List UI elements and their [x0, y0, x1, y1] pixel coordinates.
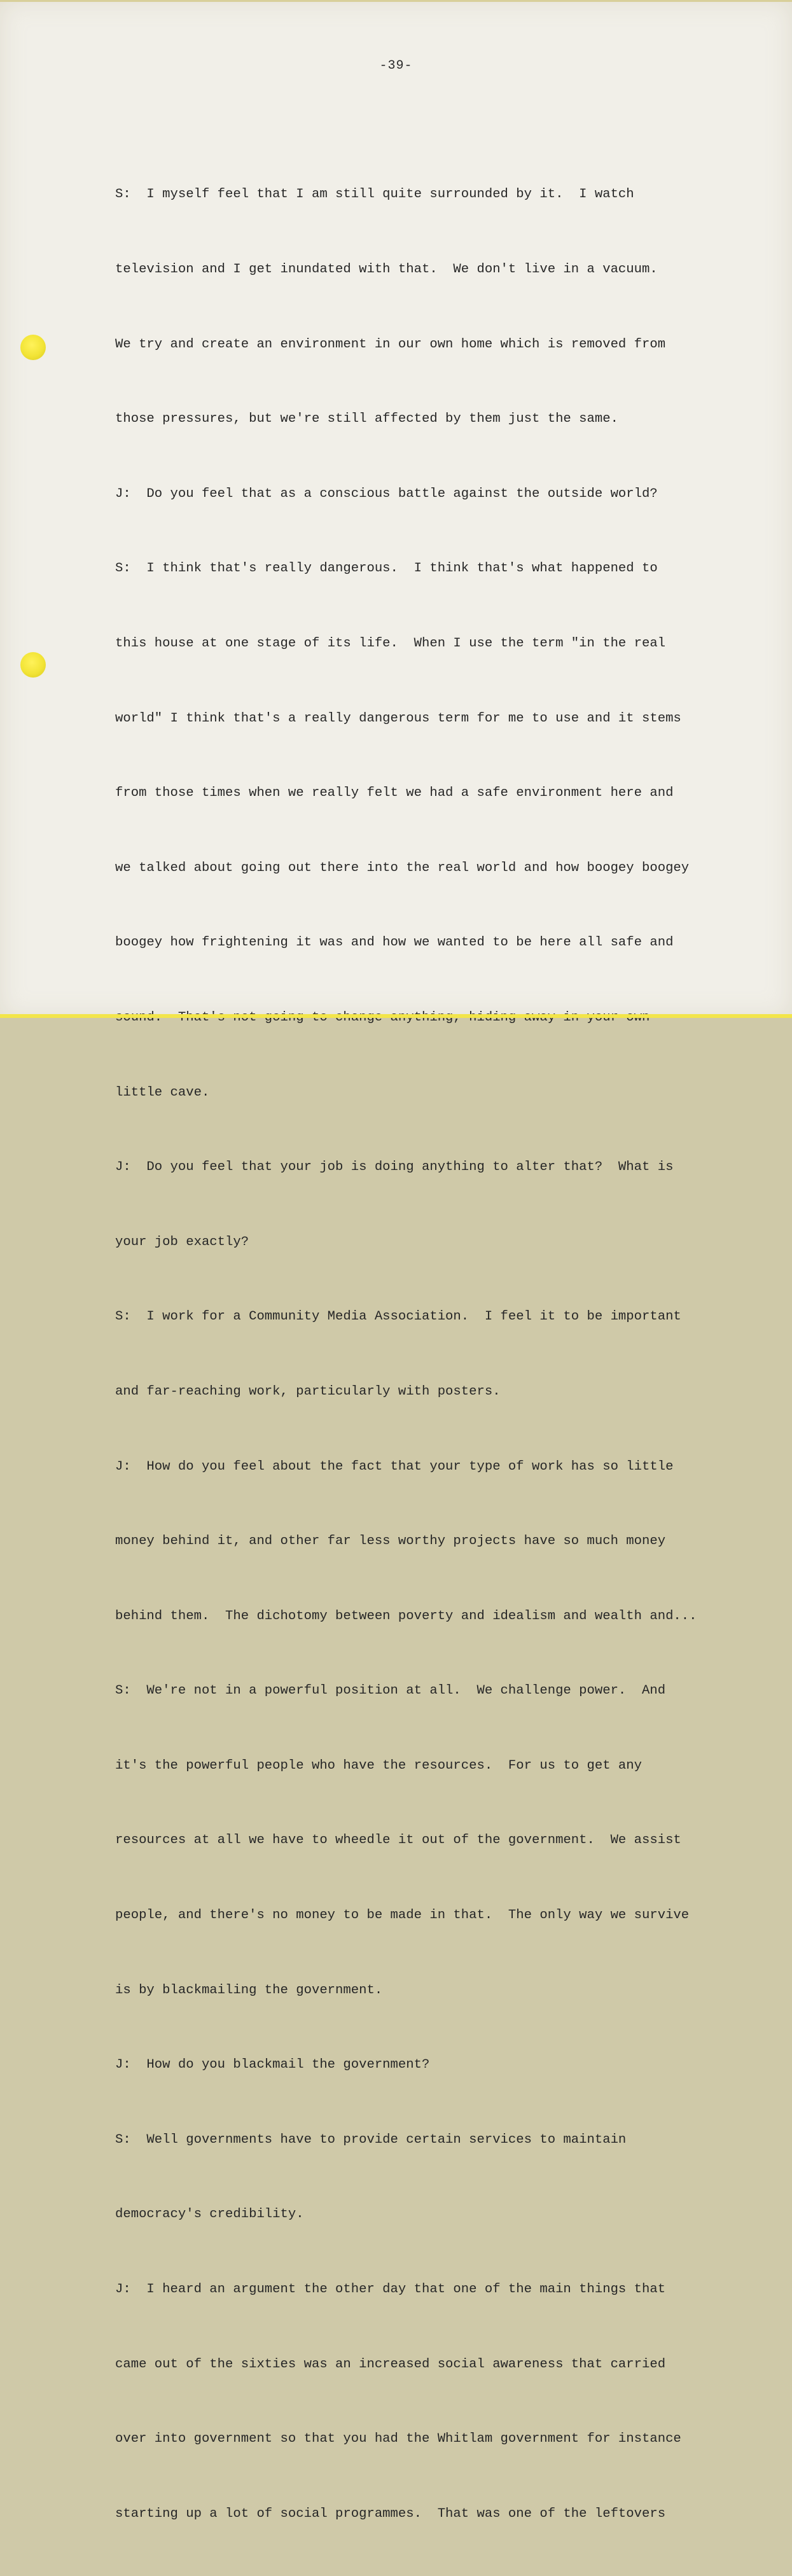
binder-hole-top	[20, 335, 46, 360]
transcript-line: people, and there's no money to be made in that. The only way we survive	[115, 1908, 690, 1923]
transcript-line: J: How do you feel about the fact that your type of work has so little	[115, 1459, 674, 1474]
transcript-line: S: I work for a Community Media Association. I feel it to be important	[115, 1309, 681, 1325]
transcript-line: television and I get inundated with that. We don't live in a vacuum.	[115, 262, 658, 277]
transcript-line: boogey how frightening it was and how we wanted to be here all safe and	[115, 935, 674, 950]
transcript-line: it's the powerful people who have the resources. For us to get any	[115, 1758, 643, 1773]
page-number: -39-	[379, 59, 413, 73]
transcript-line: came out of the sixties was an increased social awareness that carried	[115, 2357, 666, 2372]
transcript-line: J: Do you feel that as a conscious battle against the outside world?	[115, 486, 658, 501]
transcript-line: democracy's credibility.	[115, 2207, 304, 2222]
transcript-line: is by blackmailing the government.	[115, 1982, 383, 1998]
page-bottom-edge	[0, 1014, 792, 1018]
transcript-line: S: I think that's really dangerous. I think that's what happened to	[115, 561, 658, 576]
transcript-line: starting up a lot of social programmes. That was one of the leftovers	[115, 2506, 666, 2521]
transcript-line: money behind it, and other far less worthy projects have so much money	[115, 1534, 666, 1549]
transcript-line: We try and create an environment in our own home which is removed from	[115, 337, 666, 352]
transcript-line: your job exactly?	[115, 1234, 249, 1250]
transcript-line: we talked about going out there into the real world and how boogey boogey	[115, 860, 690, 875]
transcript-line: behind them. The dichotomy between poverty and idealism and wealth and...	[115, 1608, 697, 1624]
transcript-line: J: I heard an argument the other day that one of the main things that	[115, 2282, 666, 2297]
transcript-line: S: I myself feel that I am still quite surrounded by it. I watch	[115, 187, 634, 202]
transcript-line: from those times when we really felt we had a safe environment here and	[115, 786, 674, 801]
transcript-line: resources at all we have to wheedle it out of the government. We assist	[115, 1833, 681, 1848]
transcript-line: J: How do you blackmail the government?	[115, 2057, 430, 2073]
transcript-line: world" I think that's a really dangerous term for me to use and it stems	[115, 711, 681, 726]
transcript-line: little cave.	[115, 1085, 210, 1100]
page-top-edge	[0, 0, 792, 2]
transcript-line: and far-reaching work, particularly with posters.	[115, 1384, 501, 1399]
transcript-line: S: Well governments have to provide certain services to maintain	[115, 2132, 627, 2147]
transcript-line: S: We're not in a powerful position at all. We challenge power. And	[115, 1683, 666, 1699]
transcript-line: this house at one stage of its life. When I use the term "in the real	[115, 636, 666, 651]
transcript-line: over into government so that you had the Whitlam government for instance	[115, 2432, 681, 2447]
transcript-line: those pressures, but we're still affected by them just the same.	[115, 412, 618, 427]
binder-hole-bottom	[20, 652, 46, 678]
transcript-line: J: Do you feel that your job is doing anything to alter that? What is	[115, 1160, 674, 1175]
interview-transcript	[115, 132, 751, 2576]
